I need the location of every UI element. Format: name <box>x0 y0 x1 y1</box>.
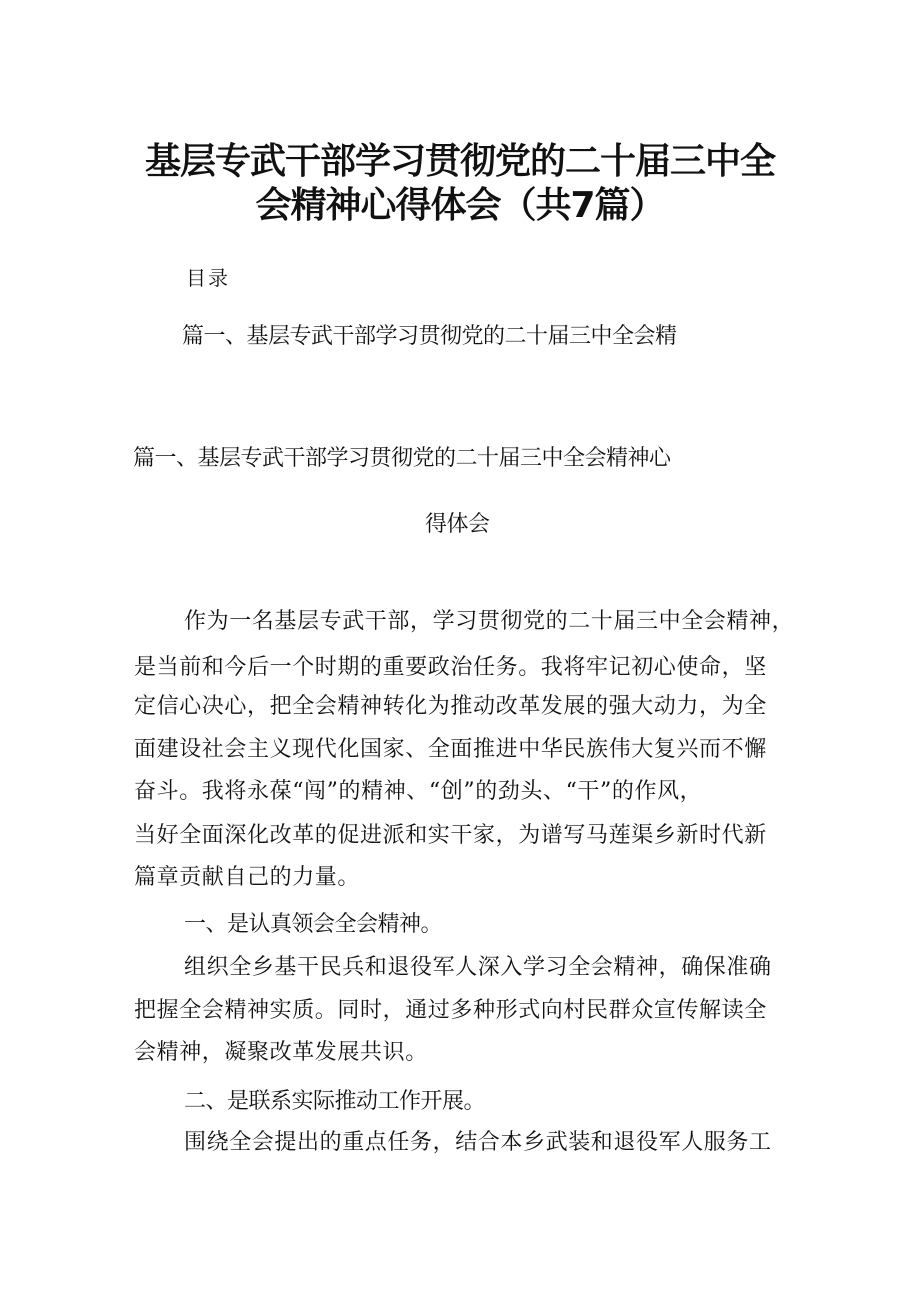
toc-label: 目录 <box>186 266 230 290</box>
paragraph-2-line-1: 组织全乡基干民兵和退役军人深入学习全会精神，确保准确 <box>184 955 772 980</box>
section-heading-line-2: 得体会 <box>425 512 490 537</box>
paragraph-1-line-5: 奋斗。我将永葆“闯”的精神、“创”的劲头、“干”的作风， <box>134 779 703 804</box>
paragraph-1-line-4: 面建设社会主义现代化国家、全面推进中华民族伟大复兴而不懈 <box>134 737 767 762</box>
document-title-line-2: 会精神心得体会（共7篇） <box>255 185 665 226</box>
paragraph-2-line-3: 会精神，凝聚改革发展共识。 <box>134 1040 428 1065</box>
paragraph-3-line-1: 围绕全会提出的重点任务，结合本乡武装和退役军人服务工 <box>184 1130 772 1155</box>
subheading-2: 二、是联系实际推动工作开展。 <box>184 1089 486 1114</box>
subheading-1: 一、是认真领会全会精神。 <box>184 912 443 937</box>
paragraph-1-line-6: 当好全面深化改革的促进派和实干家，为谱写马莲渠乡新时代新 <box>134 823 767 848</box>
paragraph-2-line-2: 把握全会精神实质。同时，通过多种形式向村民群众宣传解读全 <box>134 998 767 1023</box>
document-title-line-1: 基层专武干部学习贯彻党的二十届三中全 <box>144 141 775 182</box>
toc-item-1[interactable]: 篇一、基层专武干部学习贯彻党的二十届三中全会精 <box>182 324 677 349</box>
paragraph-1-line-7: 篇章贡献自己的力量。 <box>134 865 361 890</box>
section-heading-line-1: 篇一、基层专武干部学习贯彻党的二十届三中全会精神心 <box>133 446 671 471</box>
paragraph-1-line-3: 定信心决心，把全会精神转化为推动改革发展的强大动力，为全 <box>134 694 767 719</box>
paragraph-1-line-2: 是当前和今后一个时期的重要政治任务。我将牢记初心使命，坚 <box>134 655 767 680</box>
paragraph-1-line-1: 作为一名基层专武干部，学习贯彻党的二十届三中全会精神， <box>184 609 795 634</box>
